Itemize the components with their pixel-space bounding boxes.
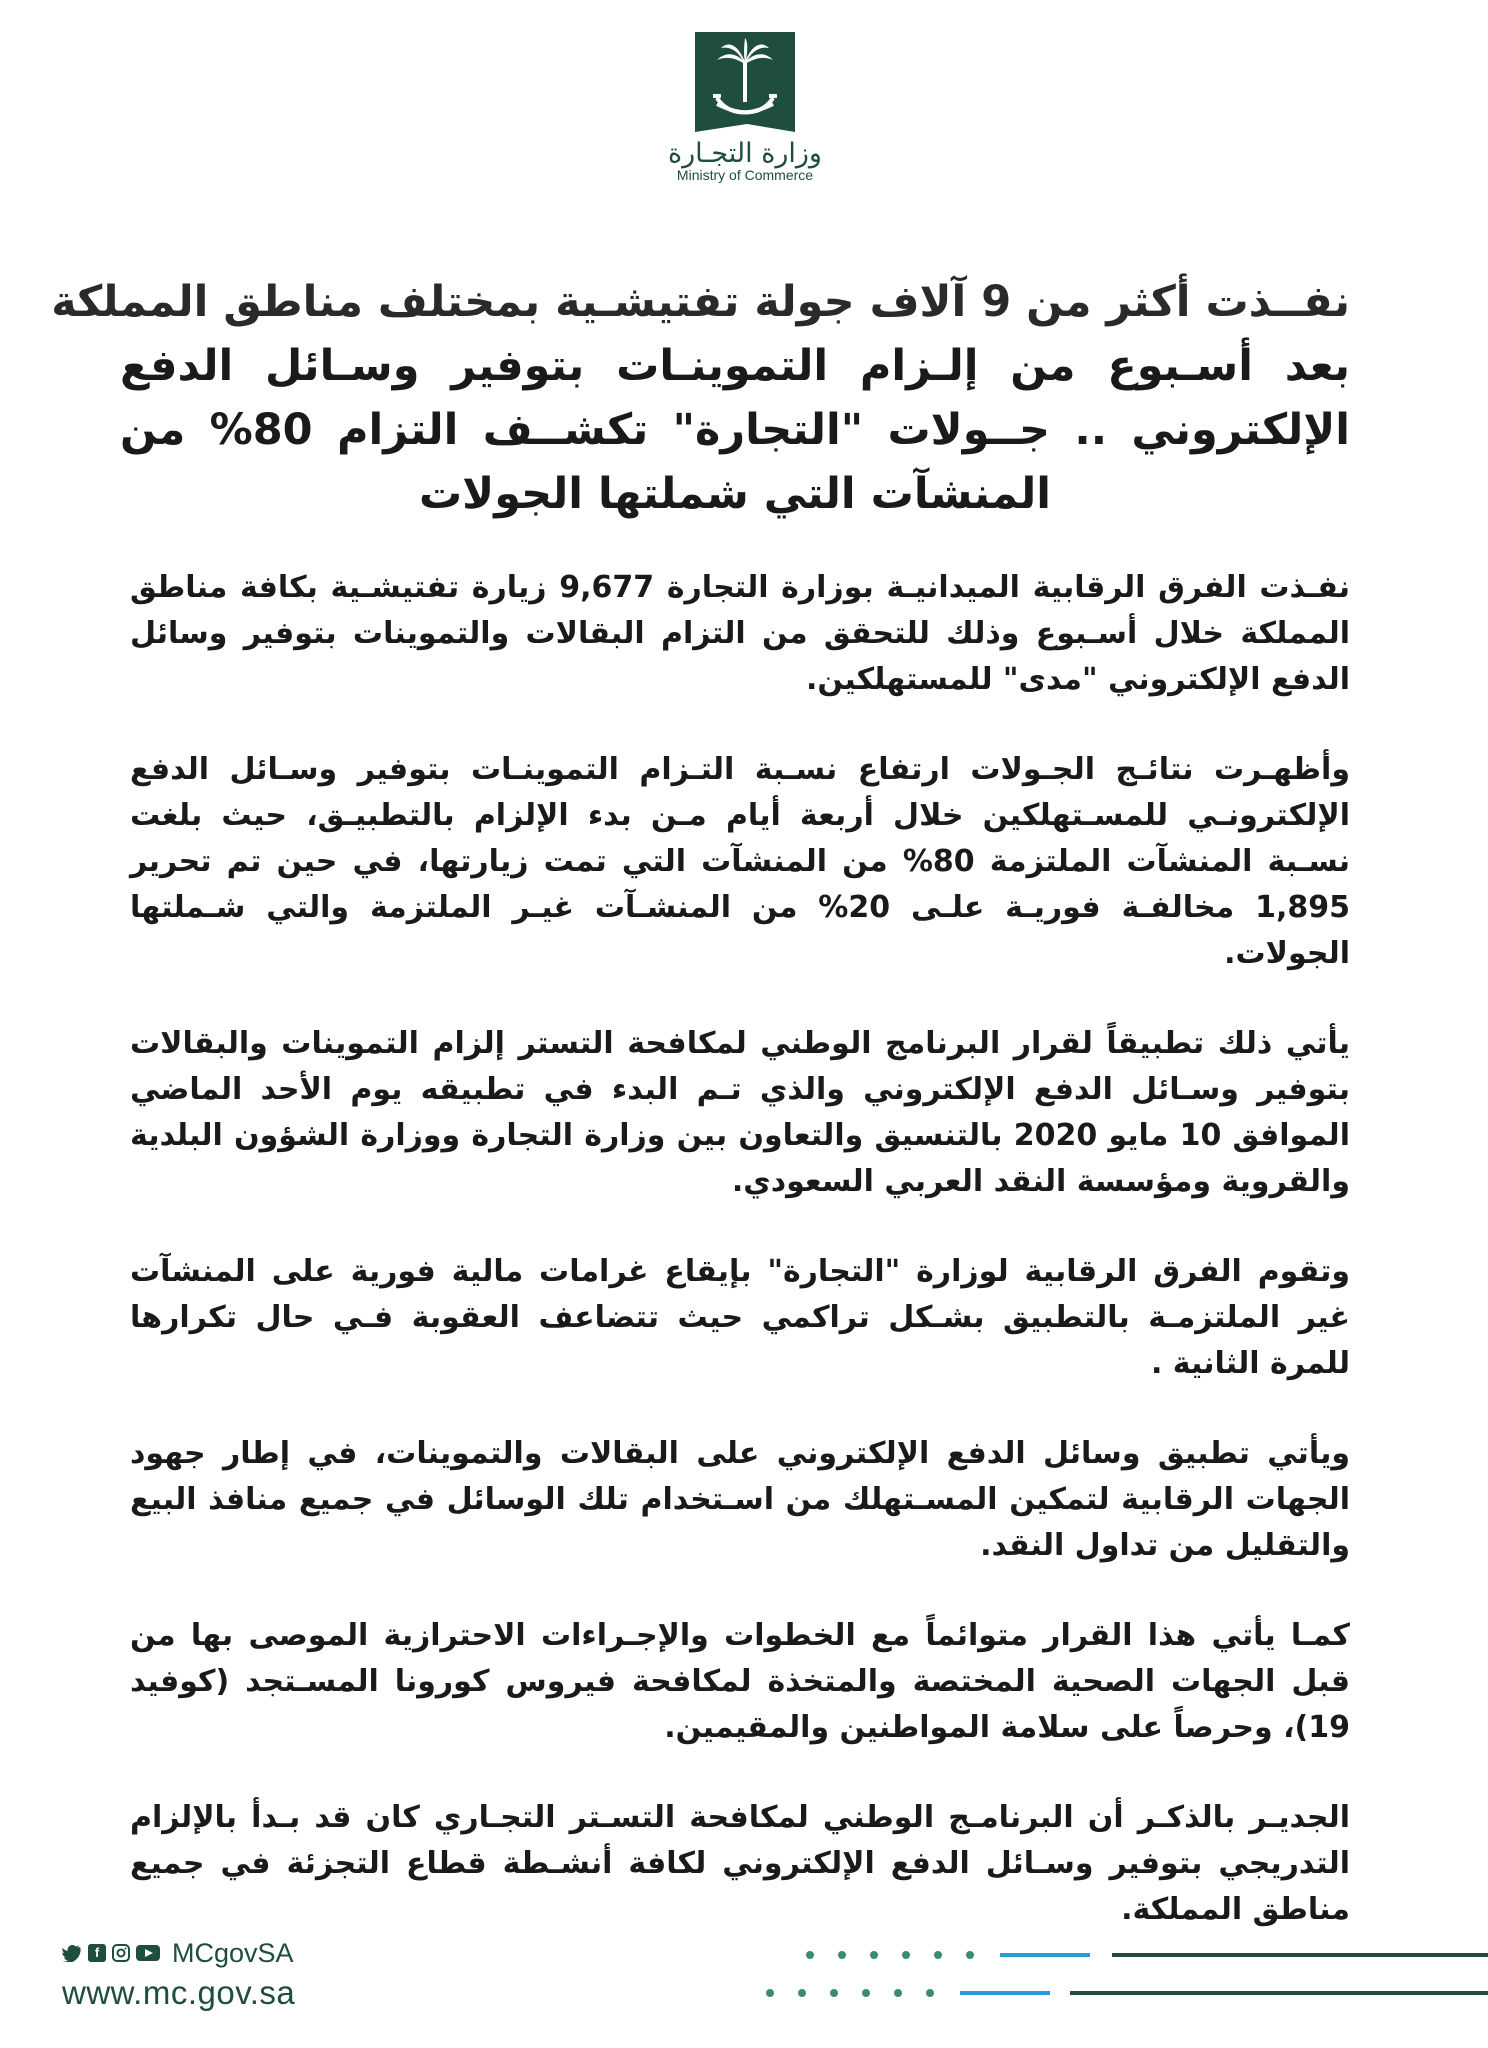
website-link[interactable]: www.mc.gov.sa <box>62 1974 296 2011</box>
decor-line-green-bottom <box>1070 1991 1488 1995</box>
footer-decoration <box>760 1945 1488 2015</box>
headline <box>51 270 1350 526</box>
decor-dots-bottom <box>766 1989 934 1997</box>
logo-arabic-name: وزارة التجـارة <box>668 138 822 169</box>
decor-line-blue-top <box>1000 1953 1090 1957</box>
headline-line-3: الإلكتروني .. جــولات "التجارة" تكشــف التزام 80% من <box>120 405 1350 455</box>
instagram-icon[interactable] <box>112 1944 130 1962</box>
paragraph: وتقوم الفرق الرقابية لوزارة "التجارة" بإيقاع غرامات مالية فورية على المنشآت غير الملتزمـة بالتطبيق بشـكل تراكمي حيث تتضاعف العقوبة فـي حال تكرارها للمرة الثانية . <box>130 1254 1350 1381</box>
paragraph: ويأتي تطبيق وسائل الدفع الإلكتروني على البقالات والتموينات، في إطار جهود الجهات الرقابية لتمكين المسـتهلك من اسـتخدام تلك الوسائل في جميع منافذ البيع والتقليل من تداول النقد. <box>130 1436 1350 1563</box>
paragraph: يأتي ذلك تطبيقاً لقرار البرنامج الوطني لمكافحة التستر إلزام التموينات والبقالات بتوفير وسـائل الدفع الإلكتروني والذي تـم البدء في تطبيقه يوم الأحد الماضي الموافق 10 مايو 2020 بالتنسيق والتعاون بين وزارة التجارة ووزارة الشؤون البلدية والقروية ومؤسسة النقد العربي السعودي. <box>130 1026 1350 1199</box>
paragraph: نفـذت الفرق الرقابية الميدانيـة بوزارة التجارة 9,677 زيارة تفتيشـية بكافة مناطق المملكة خلال أسـبوع وذلك للتحقق من التزام البقالات والتموينات بتوفير وسائل الدفع الإلكتروني "مدى" للمستهلكين. <box>130 570 1350 697</box>
paragraph: وأظهـرت نتائـج الجـولات ارتفاع نسـبة التـزام التموينـات بتوفير وسـائل الدفع الإلكترونـي للمسـتهلكين خلال أربعة أيام مـن بدء الإلزام بالتطبيـق، حيث بلغت نسـبة المنشآت الملتزمة 80% من المنشآت التي تمت زيارتها، في حين تم تحرير 1,895 مخالفـة فوريـة علـى 20% من المنشـآت غيـر الملتزمة والتي شـملتها الجولات. <box>130 752 1350 971</box>
decor-line-blue-bottom <box>960 1991 1050 1995</box>
twitter-icon[interactable] <box>62 1944 82 1962</box>
social-handle[interactable]: MCgovSA <box>172 1937 294 1968</box>
decor-line-green-top <box>1112 1953 1488 1957</box>
palm-swords-emblem-icon <box>689 28 801 136</box>
ministry-logo <box>660 28 830 238</box>
headline-line-2: بعد أسـبوع من إلـزام التموينـات بتوفير وسـائل الدفع <box>120 341 1350 391</box>
headline-line-1: نفــذت أكثر من 9 آلاف جولة تفتيشـية بمختلف مناطق المملكة <box>51 277 1350 327</box>
article-body <box>130 565 1350 1977</box>
footer-contact <box>62 1936 295 2012</box>
social-row <box>62 1936 295 1970</box>
headline-line-4: المنشآت التي شملتها الجولات <box>418 469 1052 519</box>
logo-english-name: Ministry of Commerce <box>676 167 814 183</box>
paragraph: كمـا يأتي هذا القرار متوائماً مع الخطوات والإجـراءات الاحترازية الموصى بها من قبل الجهات الصحية المختصة والمتخذة لمكافحة فيروس كورونا المسـتجد (كوفيد 19)، وحرصاً على سلامة المواطنين والمقيمين. <box>130 1618 1350 1745</box>
decor-dots-top <box>806 1951 974 1959</box>
facebook-icon[interactable]: f <box>88 1944 106 1962</box>
paragraph: الجديـر بالذكـر أن البرنامـج الوطني لمكافحة التسـتر التجـاري كان قد بـدأ بالإلزام التدريجي بتوفير وسـائل الدفع الإلكتروني لكافة أنشـطة قطاع التجزئة في جميع مناطق المملكة. <box>130 1800 1350 1927</box>
youtube-icon[interactable] <box>136 1944 160 1962</box>
